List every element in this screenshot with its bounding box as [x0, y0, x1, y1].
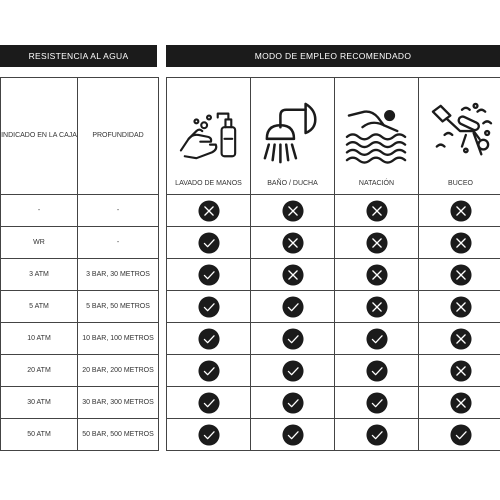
check-icon	[198, 232, 220, 254]
suitability-cell	[335, 387, 419, 419]
suitability-cell	[251, 355, 335, 387]
indicated-cell: 20 ATM	[1, 355, 78, 387]
recommended-use-header-label: MODO DE EMPLEO RECOMENDADO	[254, 51, 412, 61]
water-resistance-header	[0, 45, 157, 67]
suitability-cell	[251, 291, 335, 323]
suitability-cell	[419, 195, 500, 227]
cross-icon	[450, 296, 472, 318]
table-row	[1, 195, 159, 227]
activity-diving	[419, 78, 500, 195]
table-row	[167, 355, 500, 387]
depth-cell: 5 BAR, 50 METROS	[78, 291, 159, 323]
water-resistance-table	[0, 77, 159, 451]
shower-icon	[259, 102, 327, 164]
recommended-use-rows	[167, 195, 500, 451]
suitability-cell	[419, 355, 500, 387]
suitability-cell	[335, 419, 419, 451]
check-icon	[282, 328, 304, 350]
suitability-cell	[167, 227, 251, 259]
check-icon	[198, 264, 220, 286]
cross-icon	[450, 200, 472, 222]
cross-icon	[366, 200, 388, 222]
indicated-cell: 5 ATM	[1, 291, 78, 323]
activity-label-diving: BUCEO	[448, 180, 473, 187]
check-icon	[366, 360, 388, 382]
cross-icon	[450, 264, 472, 286]
recommended-use-header	[166, 45, 500, 67]
depth-cell: 30 BAR, 300 METROS	[78, 387, 159, 419]
depth-cell: 20 BAR, 200 METROS	[78, 355, 159, 387]
suitability-cell	[251, 419, 335, 451]
depth-column-header: PROFUNDIDAD	[78, 78, 159, 195]
check-icon	[198, 424, 220, 446]
check-icon	[198, 360, 220, 382]
indicated-cell: 10 ATM	[1, 323, 78, 355]
suitability-cell	[167, 355, 251, 387]
table-row	[1, 355, 159, 387]
table-row	[1, 227, 159, 259]
suitability-cell	[167, 387, 251, 419]
cross-icon	[450, 360, 472, 382]
cross-icon	[366, 232, 388, 254]
activity-label-hand-washing: LAVADO DE MANOS	[175, 180, 242, 187]
table-row	[1, 323, 159, 355]
suitability-cell	[251, 227, 335, 259]
table-row	[167, 291, 500, 323]
table-row	[167, 259, 500, 291]
suitability-cell	[251, 195, 335, 227]
activity-header-row	[167, 78, 500, 195]
activity-label-swimming: NATACIÓN	[358, 180, 395, 187]
table-row	[167, 387, 500, 419]
cross-icon	[198, 200, 220, 222]
activity-hand-washing	[167, 78, 251, 195]
suitability-cell	[335, 291, 419, 323]
hand-washing-icon	[175, 102, 243, 164]
table-row	[1, 259, 159, 291]
suitability-cell	[251, 259, 335, 291]
suitability-cell	[419, 419, 500, 451]
depth-cell: -	[78, 195, 159, 227]
check-icon	[282, 424, 304, 446]
cross-icon	[366, 264, 388, 286]
indicated-cell: 3 ATM	[1, 259, 78, 291]
check-icon	[282, 392, 304, 414]
recommended-use-table	[166, 77, 500, 451]
suitability-cell	[335, 259, 419, 291]
diving-icon	[427, 102, 495, 164]
suitability-cell	[419, 323, 500, 355]
suitability-cell	[335, 323, 419, 355]
table-row	[167, 419, 500, 451]
suitability-cell	[419, 259, 500, 291]
suitability-cell	[251, 387, 335, 419]
suitability-cell	[335, 227, 419, 259]
cross-icon	[282, 264, 304, 286]
suitability-cell	[167, 323, 251, 355]
check-icon	[282, 360, 304, 382]
activity-swimming	[335, 78, 419, 195]
depth-cell: 3 BAR, 30 METROS	[78, 259, 159, 291]
table-row	[167, 323, 500, 355]
indicated-cell: 50 ATM	[1, 419, 78, 451]
check-icon	[366, 424, 388, 446]
activity-shower	[251, 78, 335, 195]
suitability-cell	[335, 355, 419, 387]
cross-icon	[450, 392, 472, 414]
water-resistance-header-label: RESISTENCIA AL AGUA	[28, 51, 129, 61]
check-icon	[198, 328, 220, 350]
cross-icon	[282, 200, 304, 222]
check-icon	[198, 296, 220, 318]
suitability-cell	[419, 387, 500, 419]
indicated-cell: WR	[1, 227, 78, 259]
water-resistance-header-row	[1, 78, 159, 195]
table-row	[1, 291, 159, 323]
check-icon	[450, 424, 472, 446]
suitability-cell	[167, 419, 251, 451]
cross-icon	[366, 296, 388, 318]
depth-cell: 50 BAR, 500 METROS	[78, 419, 159, 451]
table-row	[1, 387, 159, 419]
suitability-cell	[419, 291, 500, 323]
suitability-cell	[251, 323, 335, 355]
swimming-icon	[343, 102, 411, 164]
cross-icon	[450, 328, 472, 350]
cross-icon	[450, 232, 472, 254]
suitability-cell	[167, 259, 251, 291]
check-icon	[366, 392, 388, 414]
depth-cell: -	[78, 227, 159, 259]
water-resistance-rows	[1, 195, 159, 451]
table-row	[1, 419, 159, 451]
suitability-cell	[419, 227, 500, 259]
suitability-cell	[167, 291, 251, 323]
cross-icon	[282, 232, 304, 254]
check-icon	[366, 328, 388, 350]
suitability-cell	[167, 195, 251, 227]
activity-label-shower: BAÑO / DUCHA	[267, 180, 318, 187]
indicated-cell: 30 ATM	[1, 387, 78, 419]
depth-cell: 10 BAR, 100 METROS	[78, 323, 159, 355]
table-row	[167, 227, 500, 259]
table-row	[167, 195, 500, 227]
suitability-cell	[335, 195, 419, 227]
indicated-cell: -	[1, 195, 78, 227]
indicated-column-header: INDICADO EN LA CAJA	[1, 78, 78, 195]
check-icon	[282, 296, 304, 318]
check-icon	[198, 392, 220, 414]
